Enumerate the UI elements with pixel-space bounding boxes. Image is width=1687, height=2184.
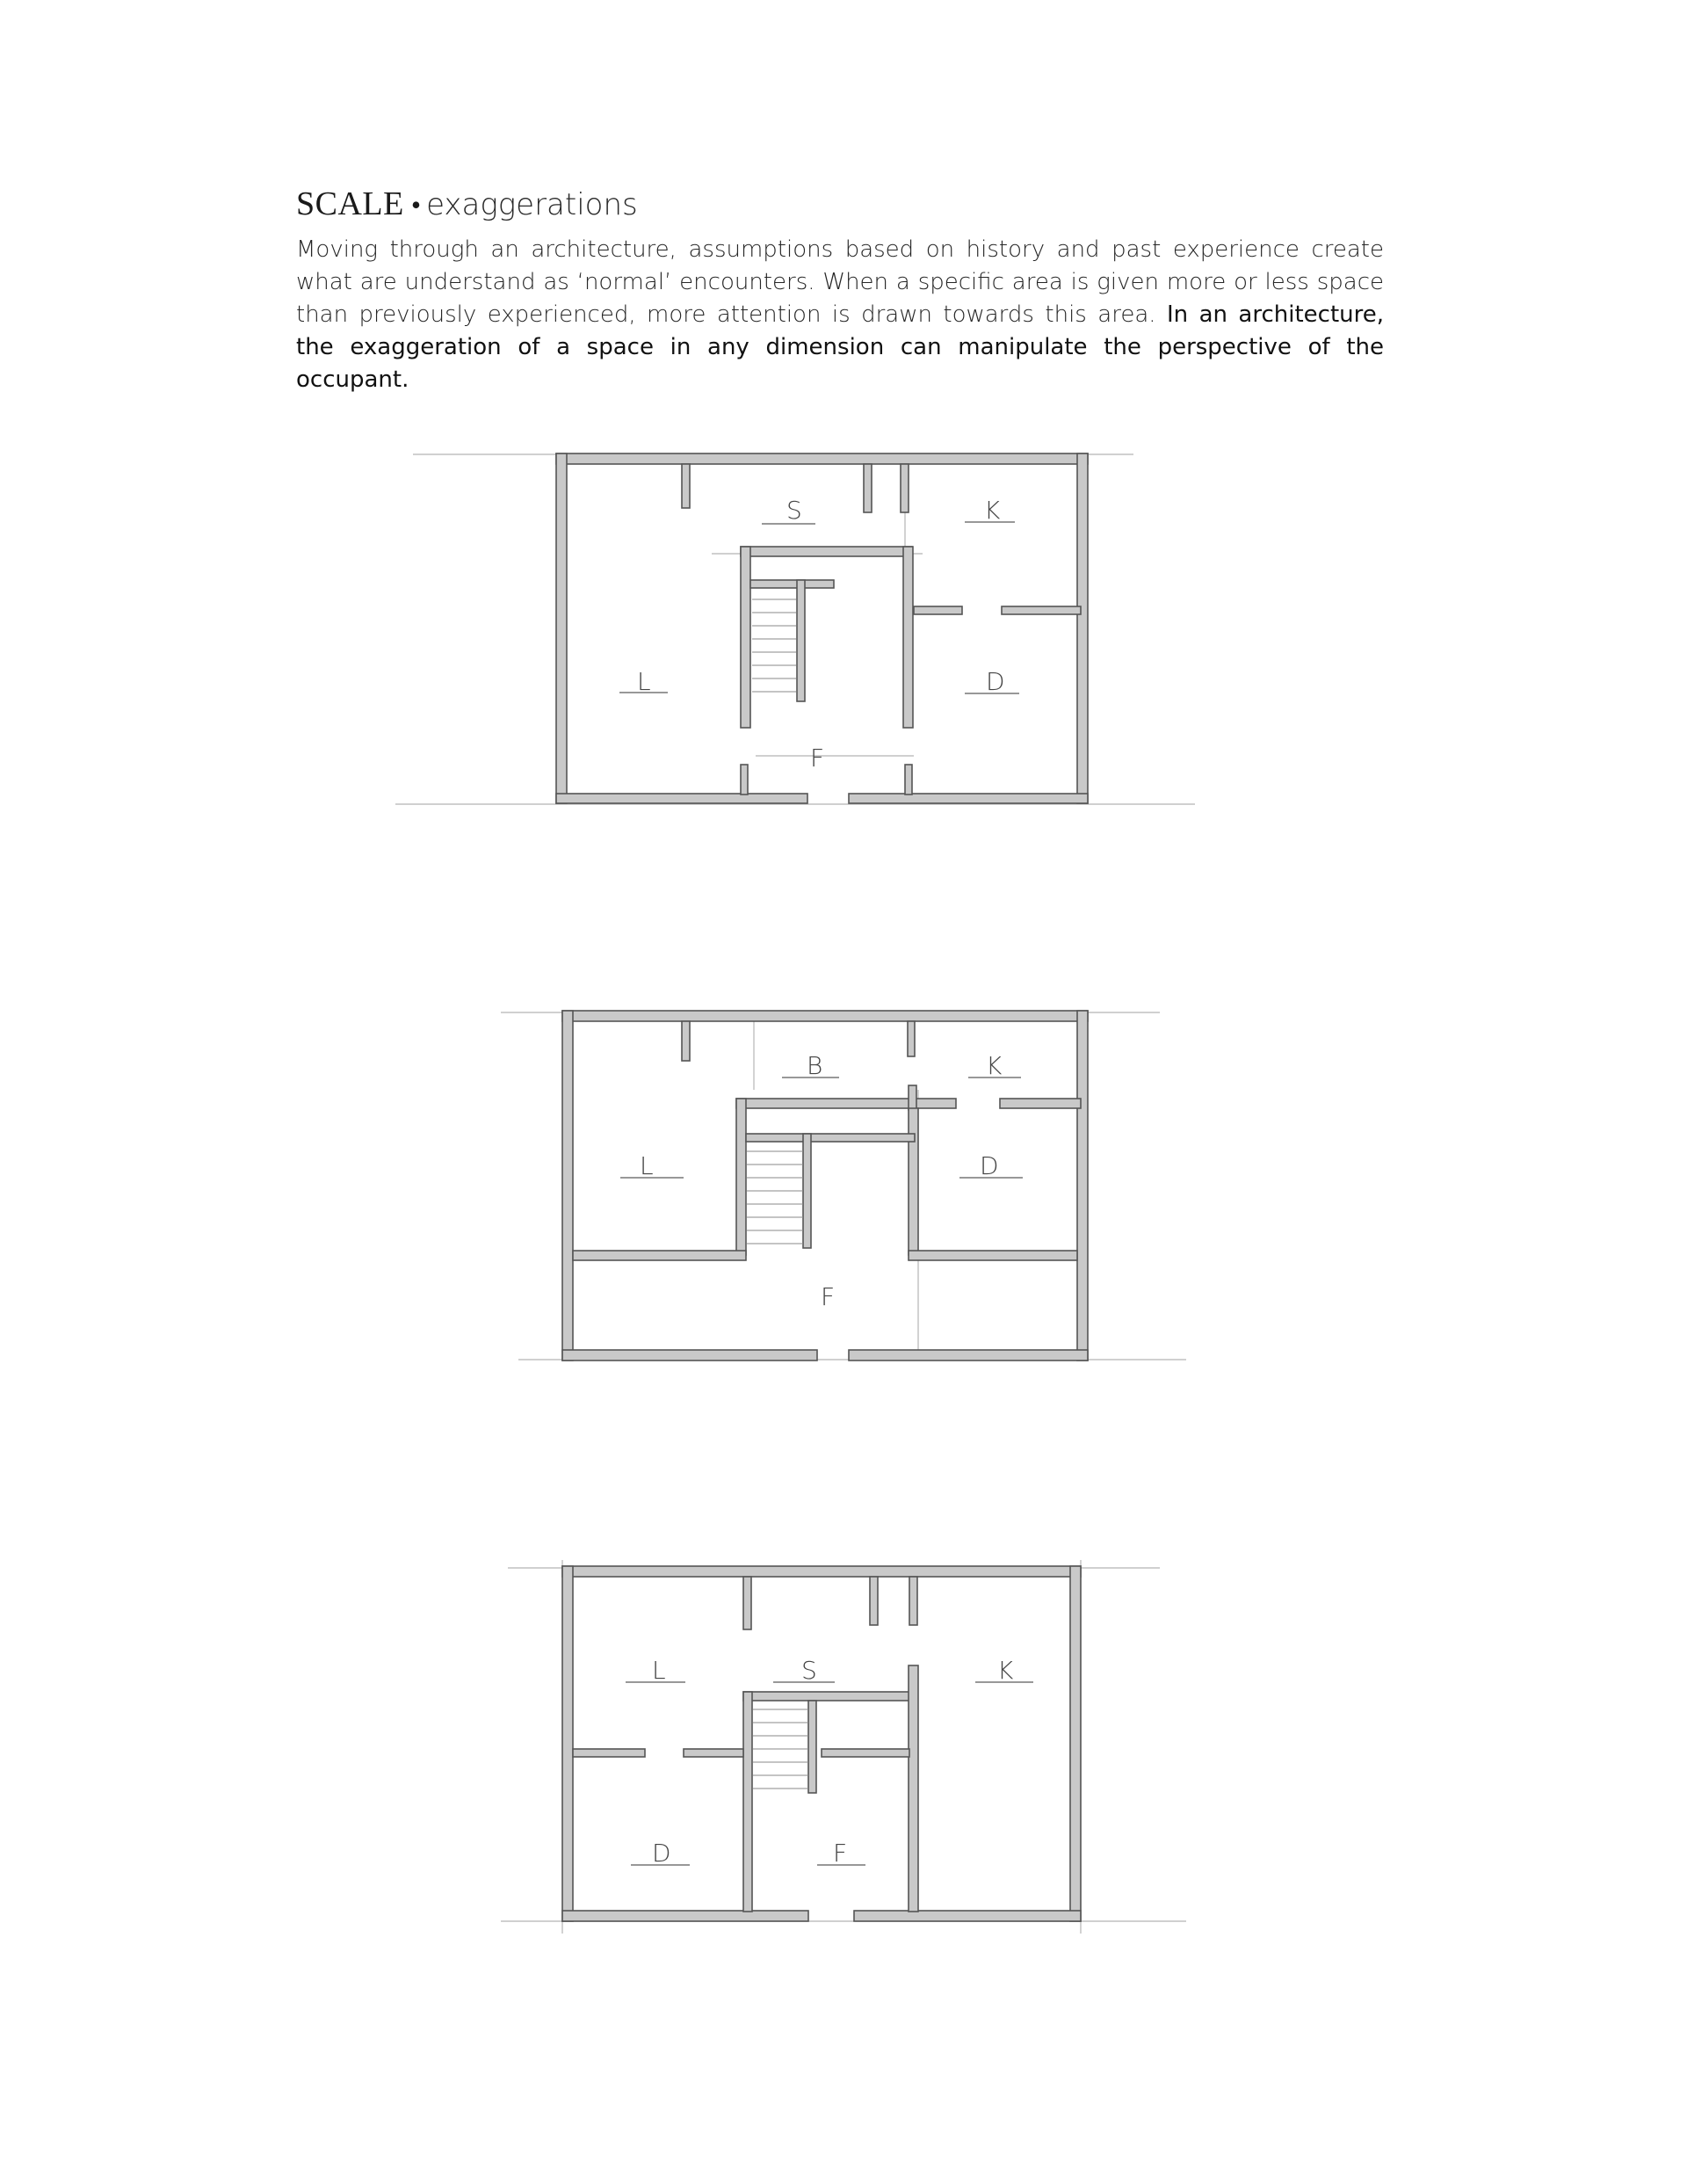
room-label-l: L <box>637 667 651 696</box>
room-label-f: F <box>833 1839 848 1868</box>
room-label-k: K <box>997 1656 1014 1685</box>
staircase-3 <box>753 1709 808 1789</box>
room-label-s: S <box>801 1656 817 1685</box>
room-label-k: K <box>986 1051 1003 1080</box>
heading-bullet: • <box>410 189 422 221</box>
room-label-s: S <box>786 496 802 525</box>
room-label-b: B <box>807 1051 823 1080</box>
room-label-k: K <box>984 496 1001 525</box>
heading-subtitle: exaggerations <box>426 187 638 222</box>
paragraph-emphasis: In an architecture, the exaggeration of a space in any dimension can manipulate the perspective of the occupant. <box>296 301 1385 393</box>
room-label-d: D <box>652 1839 671 1868</box>
room-label-f: F <box>810 744 825 773</box>
room-label-l: L <box>652 1656 666 1685</box>
room-label-d: D <box>986 667 1005 696</box>
room-label-l: L <box>640 1151 654 1180</box>
room-label-f: F <box>821 1282 836 1311</box>
paragraph-regular: Moving through an architecture, assumptions based on history and past experience create what are understand as ‘normal’ encounters. When a specific area is given more or less space than previously experienced, more attention is drawn towards this area. <box>296 236 1384 328</box>
room-label-d: D <box>980 1151 999 1180</box>
heading-title: SCALE <box>296 185 404 222</box>
